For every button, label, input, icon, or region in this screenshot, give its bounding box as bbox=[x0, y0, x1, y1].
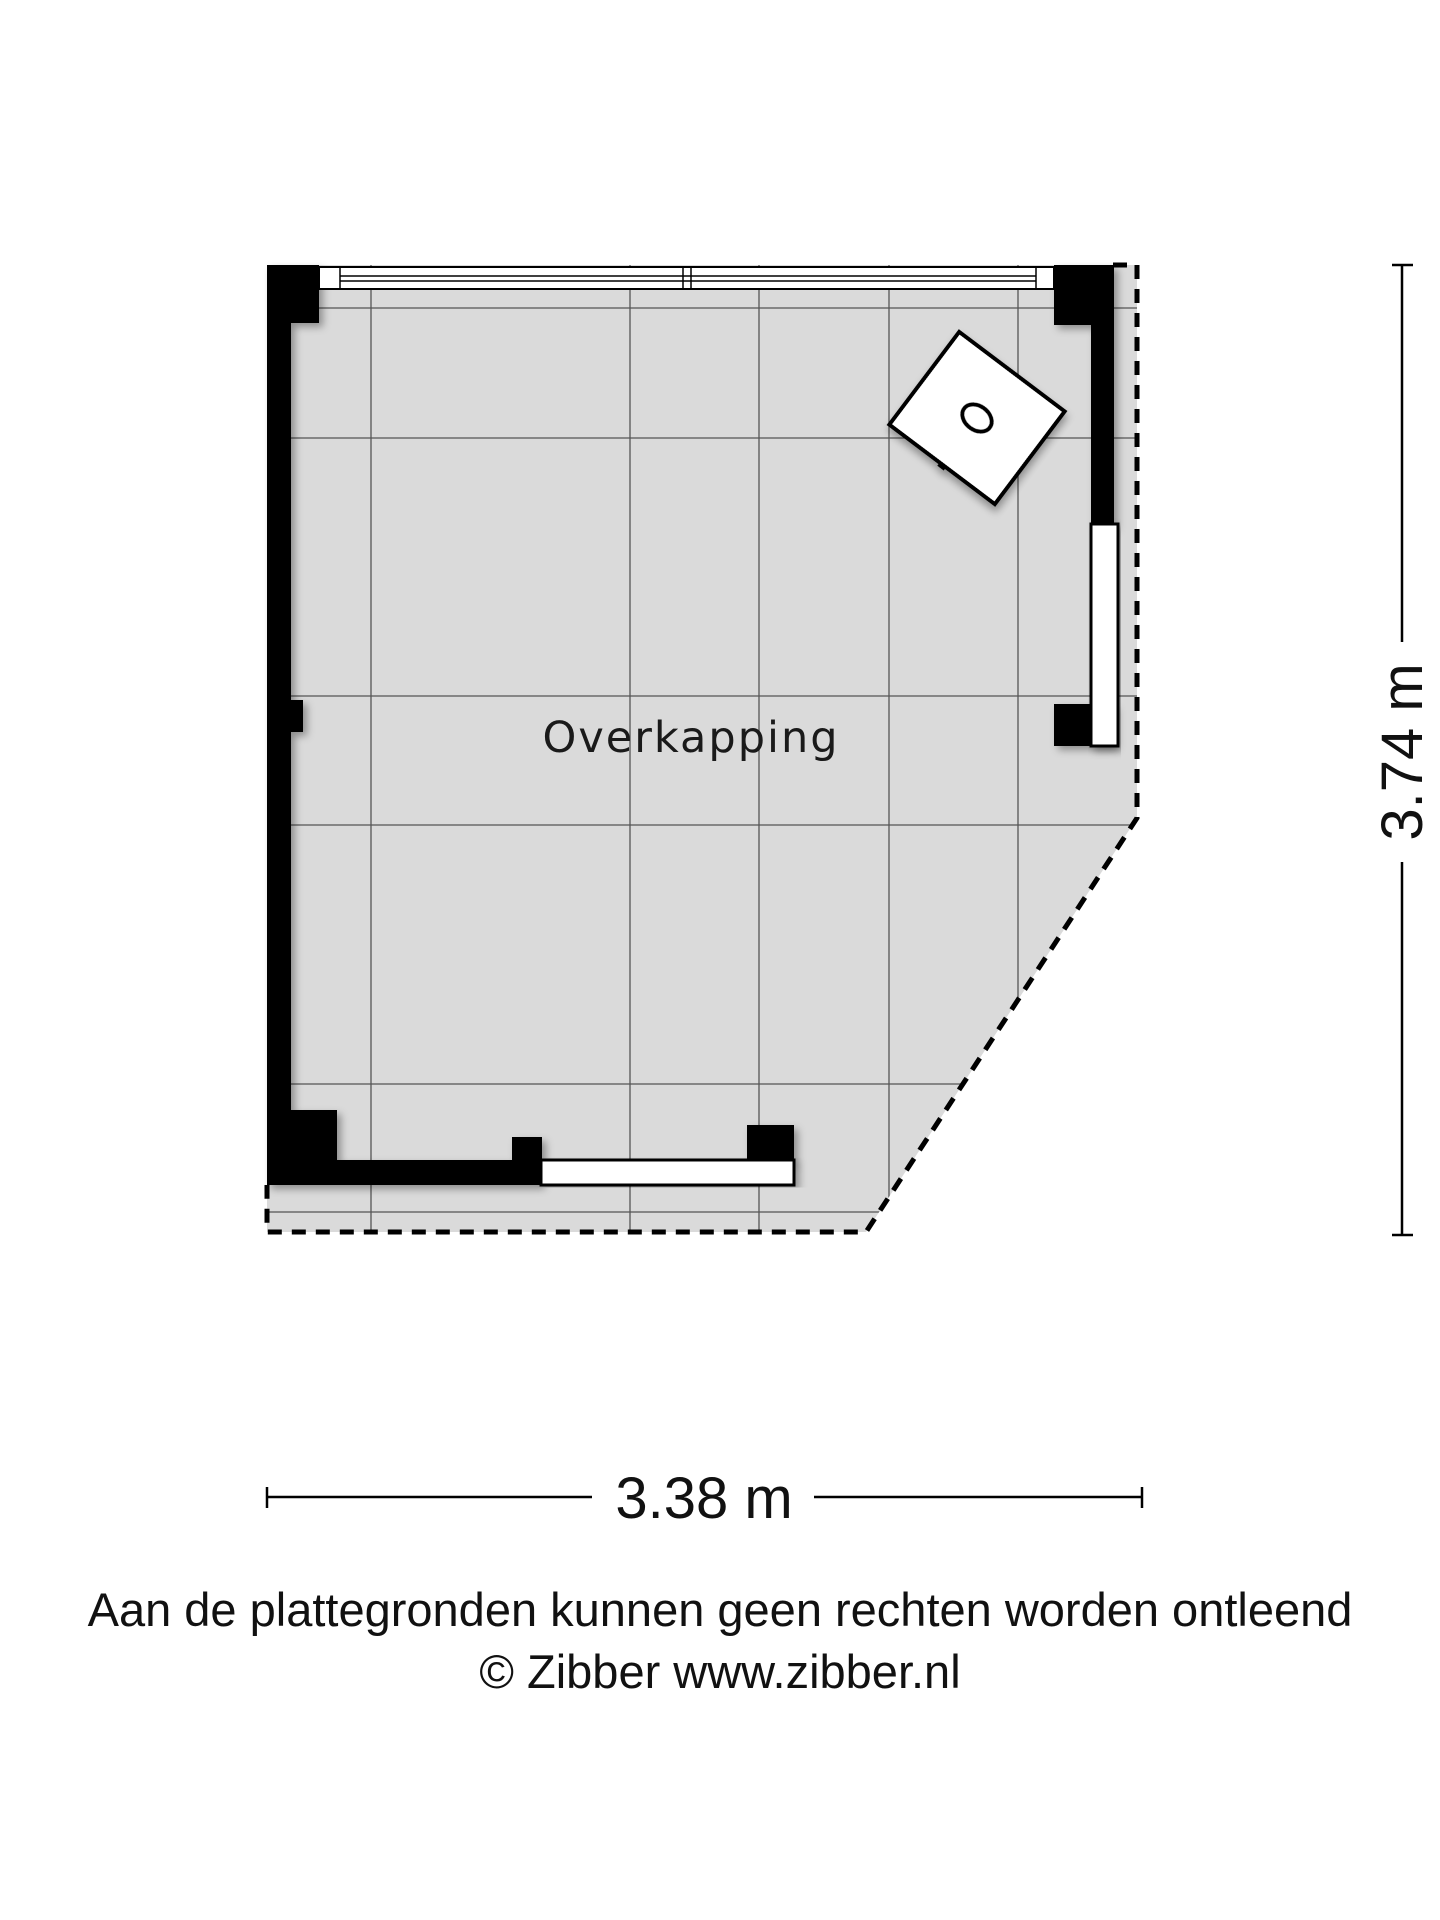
window-bottom bbox=[541, 1160, 794, 1185]
pier-left-mid bbox=[283, 700, 303, 732]
window-right bbox=[1091, 524, 1118, 746]
wall-bottom bbox=[267, 1160, 541, 1185]
disclaimer-text: Aan de plattegronden kunnen geen rechten worden ontleend bbox=[87, 1583, 1353, 1636]
window-top bbox=[319, 267, 1054, 289]
dimension-width-label: 3.38 m bbox=[615, 1466, 793, 1531]
copyright-text: © Zibber www.zibber.nl bbox=[479, 1645, 961, 1698]
column-bottom-right bbox=[747, 1125, 794, 1162]
dimension-height-label: 3.74 m bbox=[1370, 663, 1435, 841]
room-label: Overkapping bbox=[542, 713, 840, 763]
pier-bottom bbox=[512, 1137, 542, 1172]
column-top-left bbox=[267, 265, 319, 323]
wall-right-upper bbox=[1091, 265, 1114, 527]
